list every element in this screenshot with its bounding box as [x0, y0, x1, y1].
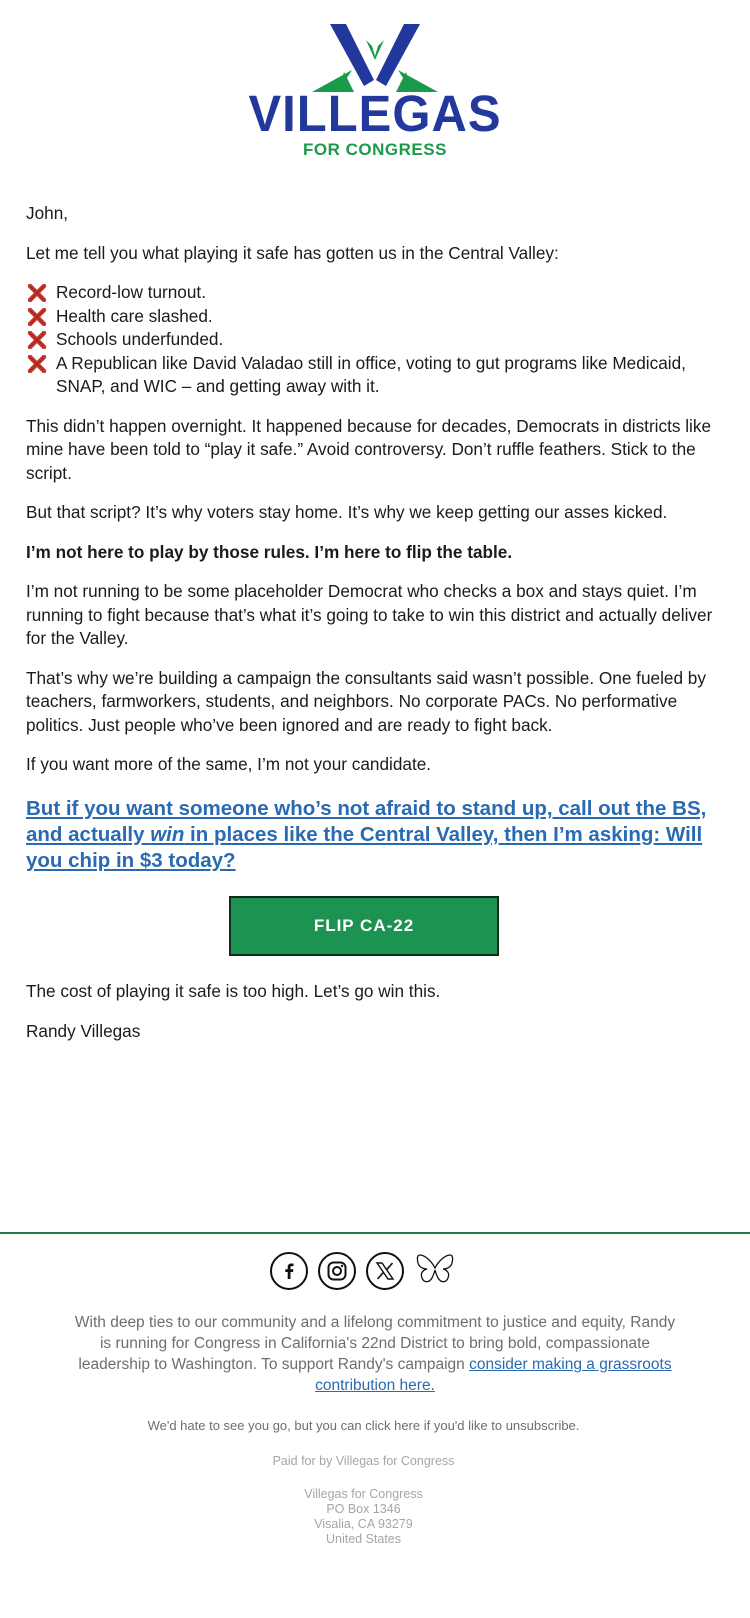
paragraph-script: But that script? It’s why voters stay home. It’s why we keep getting our asses kicked. — [26, 502, 668, 522]
logo-name: VILLEGAS — [248, 85, 502, 143]
mailing-address: Villegas for Congress PO Box 1346 Visalia, CA 93279 United States — [304, 1487, 423, 1546]
paragraph-overnight: This didn’t happen overnight. It happened because for decades, Democrats in districts like mine have been told to “play it safe.” Avoid controversy. Don’t ruffle feathers. Stick to the script. — [26, 415, 712, 483]
list-item: Health care slashed. — [26, 305, 726, 329]
intro-paragraph: Let me tell you what playing it safe has gotten us in the Central Valley: — [26, 242, 559, 263]
closing-paragraph: The cost of playing it safe is too high. Let’s go win this. — [26, 981, 441, 1001]
list-item: A Republican like David Valadao still in office, voting to gut programs like Medicaid, SNAP, and WIC – and getting away with it. — [26, 352, 726, 399]
paid-for-disclaimer: Paid for by Villegas for Congress — [272, 1454, 455, 1468]
instagram-icon[interactable] — [318, 1252, 356, 1290]
facebook-icon[interactable] — [270, 1252, 308, 1290]
paragraph-running: I’m not running to be some placeholder Democrat who checks a box and stays quiet. I’m running to fight because that’s what it’s going to take to win this district and actually deliver for the Valley. — [26, 581, 713, 648]
footer-divider — [0, 1232, 750, 1234]
paragraph-flip-table: I’m not here to play by those rules. I’m here to flip the table. — [26, 541, 513, 562]
list-item: Record-low turnout. — [26, 281, 726, 305]
signature: Randy Villegas — [26, 1020, 141, 1041]
campaign-logo — [0, 20, 750, 160]
logo-v-mark-icon — [310, 20, 440, 92]
list-item: Schools underfunded. — [26, 328, 726, 352]
red-x-icon — [27, 308, 47, 326]
x-icon[interactable] — [366, 1252, 404, 1290]
problems-list — [26, 281, 726, 399]
red-x-icon — [27, 355, 47, 373]
red-x-icon — [27, 284, 47, 302]
paragraph-candidate: If you want more of the same, I’m not your candidate. — [26, 754, 432, 774]
bluesky-icon[interactable] — [414, 1252, 456, 1290]
social-links — [0, 1252, 750, 1290]
letter-body — [26, 202, 726, 793]
flip-ca22-button[interactable]: FLIP CA-22 — [229, 896, 499, 956]
donate-ask-link[interactable]: But if you want someone who’s not afraid to stand up, call out the BS, and actually win in places like the Central Valley, then I’m asking: Will you chip in $3 today? — [26, 797, 707, 872]
greeting: John, — [26, 203, 69, 223]
logo-tagline: FOR CONGRESS — [303, 140, 447, 159]
grassroots-contribution-link[interactable]: consider making a grassroots contribution here. — [315, 1356, 672, 1394]
footer-about: With deep ties to our community and a lifelong commitment to justice and equity, Randy is running for Congress in California's 22nd District to bring bold, compassionate leadership to Washington. To support Randy's campaign consider making a grassroots contribution here. — [74, 1314, 676, 1394]
red-x-icon — [27, 331, 47, 349]
paragraph-campaign: That’s why we’re building a campaign the consultants said wasn’t possible. One fueled by teachers, farmworkers, students, and neighbors. No corporate PACs. No performative politics. Just people who’ve been ignored and are ready to fight back. — [26, 667, 706, 735]
letter-closing — [26, 980, 726, 1059]
unsubscribe-link[interactable]: We'd hate to see you go, but you can click here if you'd like to unsubscribe. — [147, 1418, 580, 1433]
